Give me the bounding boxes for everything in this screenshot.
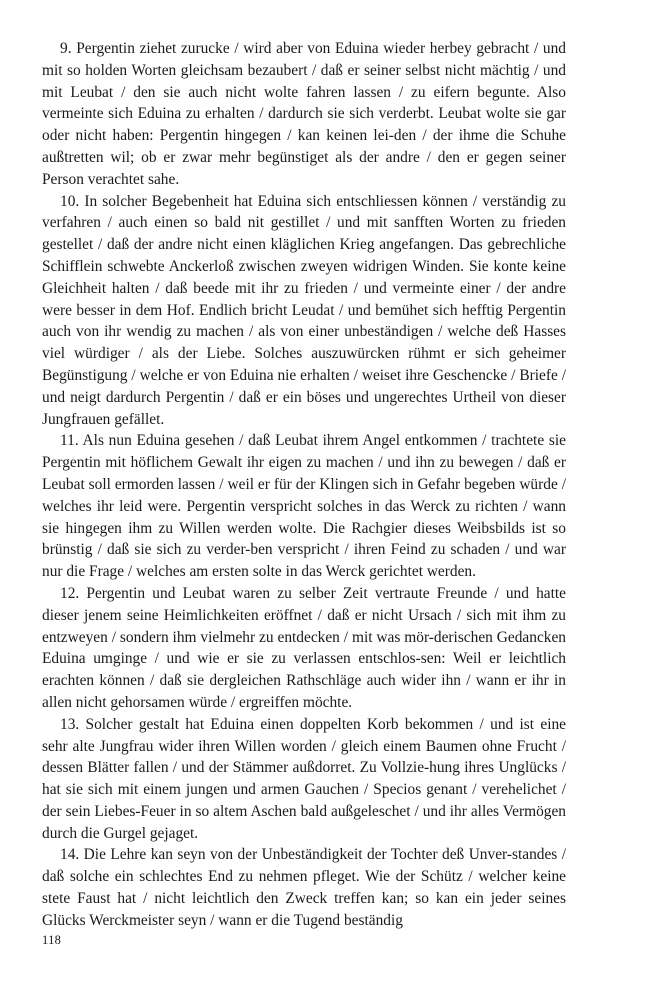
- paragraph-10: 10. In solcher Begebenheit hat Eduina sich entschliessen können / verständig zu verfahren / auch einen so bald nit gestillet / und mit sanfften Worten zu frieden gestellet / daß der andre nicht einen kläglichen Krieg angefangen. Das gebrechliche Schifflein schwebte Anckerloß zwischen zweyen widrigen Winden. Sie konte keine Gleichheit halten / daß beede mit ihr zu frieden / und vermeinte einer / der andre were besser in dem Hof. Endlich bricht Leudat / und bemühet sich hefftig Pergentin auch von ihr wendig zu machen / als von einer unbeständigen / welche deß Hasses viel würdiger / als der Liebe. Solches auszuwürcken rühmt er sich geheimer Begünstigung / welche er von Eduina nie erhalten / weiset ihre Geschencke / Briefe / und neigt dardurch Pergentin / daß er ein böses und ungerechtes Urtheil von dieser Jungfrauen gefället.: [42, 192, 566, 428]
- page-body: [42, 38, 566, 932]
- paragraph-12: 12. Pergentin und Leubat waren zu selber Zeit vertraute Freunde / und hatte dieser jenem seine Heimlichkeiten eröffnet / daß er nicht Ursach / sich mit ihm zu entzweyen / sondern ihm vielmehr zu entdecken / mit was mör-derischen Gedancken Eduina umginge / und wie er sie zu verlassen entschlos-sen: Weil er leichtlich erachten können / daß sie dergleichen Rathschläge auch wider ihn / wann er ihr in allen nicht gehorsamen würde / ergreiffen möchte.: [42, 584, 566, 711]
- paragraph-13: 13. Solcher gestalt hat Eduina einen doppelten Korb bekommen / und ist eine sehr alte Jungfrau wider ihren Willen worden / gleich einem Baumen ohne Frucht / dessen Blätter fallen / und der Stämmer außdorret. Zu Vollzie-hung ihres Unglücks / hat sie sich mit einem jungen und armen Gauchen / Specios genant / verehelichet / der sein Liebes-Feuer in so altem Aschen bald außgeleschet / und ihr alles Vermögen durch die Gurgel gejaget.: [42, 715, 566, 842]
- page-number: 118: [42, 933, 62, 947]
- paragraph-9: 9. Pergentin ziehet zurucke / wird aber von Eduina wieder herbey gebracht / und mit so holden Worten gleichsam bezaubert / daß er seiner selbst nicht mächtig / und mit Leubat / den sie auch nicht wolte fahren lassen / zu eifern begunte. Also vermeinte sich Eduina zu erhalten / dardurch sie sich verderbt. Leubat wolte sie gar oder nicht haben: Pergentin hingegen / kan keinen lei-den / der ihme die Schuhe außtretten wil; ob er zwar mehr begünstiget als der andre / den er gegen seiner Person verachtet sahe.: [42, 40, 566, 188]
- paragraph-14: 14. Die Lehre kan seyn von der Unbeständigkeit der Tochter deß Unver-standes / daß solche ein schlechtes End zu nehmen pfleget. Wie der Schütz / welcher keine stete Faust hat / nicht leichtlich den Zweck treffen kan; so kan ein jeder seines Glücks Werckmeister seyn / wann er die Tugend beständig: [42, 846, 566, 929]
- paragraph-11: 11. Als nun Eduina gesehen / daß Leubat ihrem Angel entkommen / trachtete sie Pergentin mit höflichem Gewalt ihr eigen zu machen / und ihn zu bewegen / daß er Leubat soll ermorden lassen / weil er für der Klingen sich in Gefahr begeben würde / welches ihr leid were. Pergentin verspricht solches in das Werck zu richten / wann sie hingegen ihm zu Willen werden wolte. Die Rachgier dieses Weibsbilds ist so brünstig / daß sie sich zu verder-ben verspricht / ihren Feind zu schaden / und war nur die Frage / welches am ersten solte in das Werck gerichtet werden.: [42, 432, 566, 581]
